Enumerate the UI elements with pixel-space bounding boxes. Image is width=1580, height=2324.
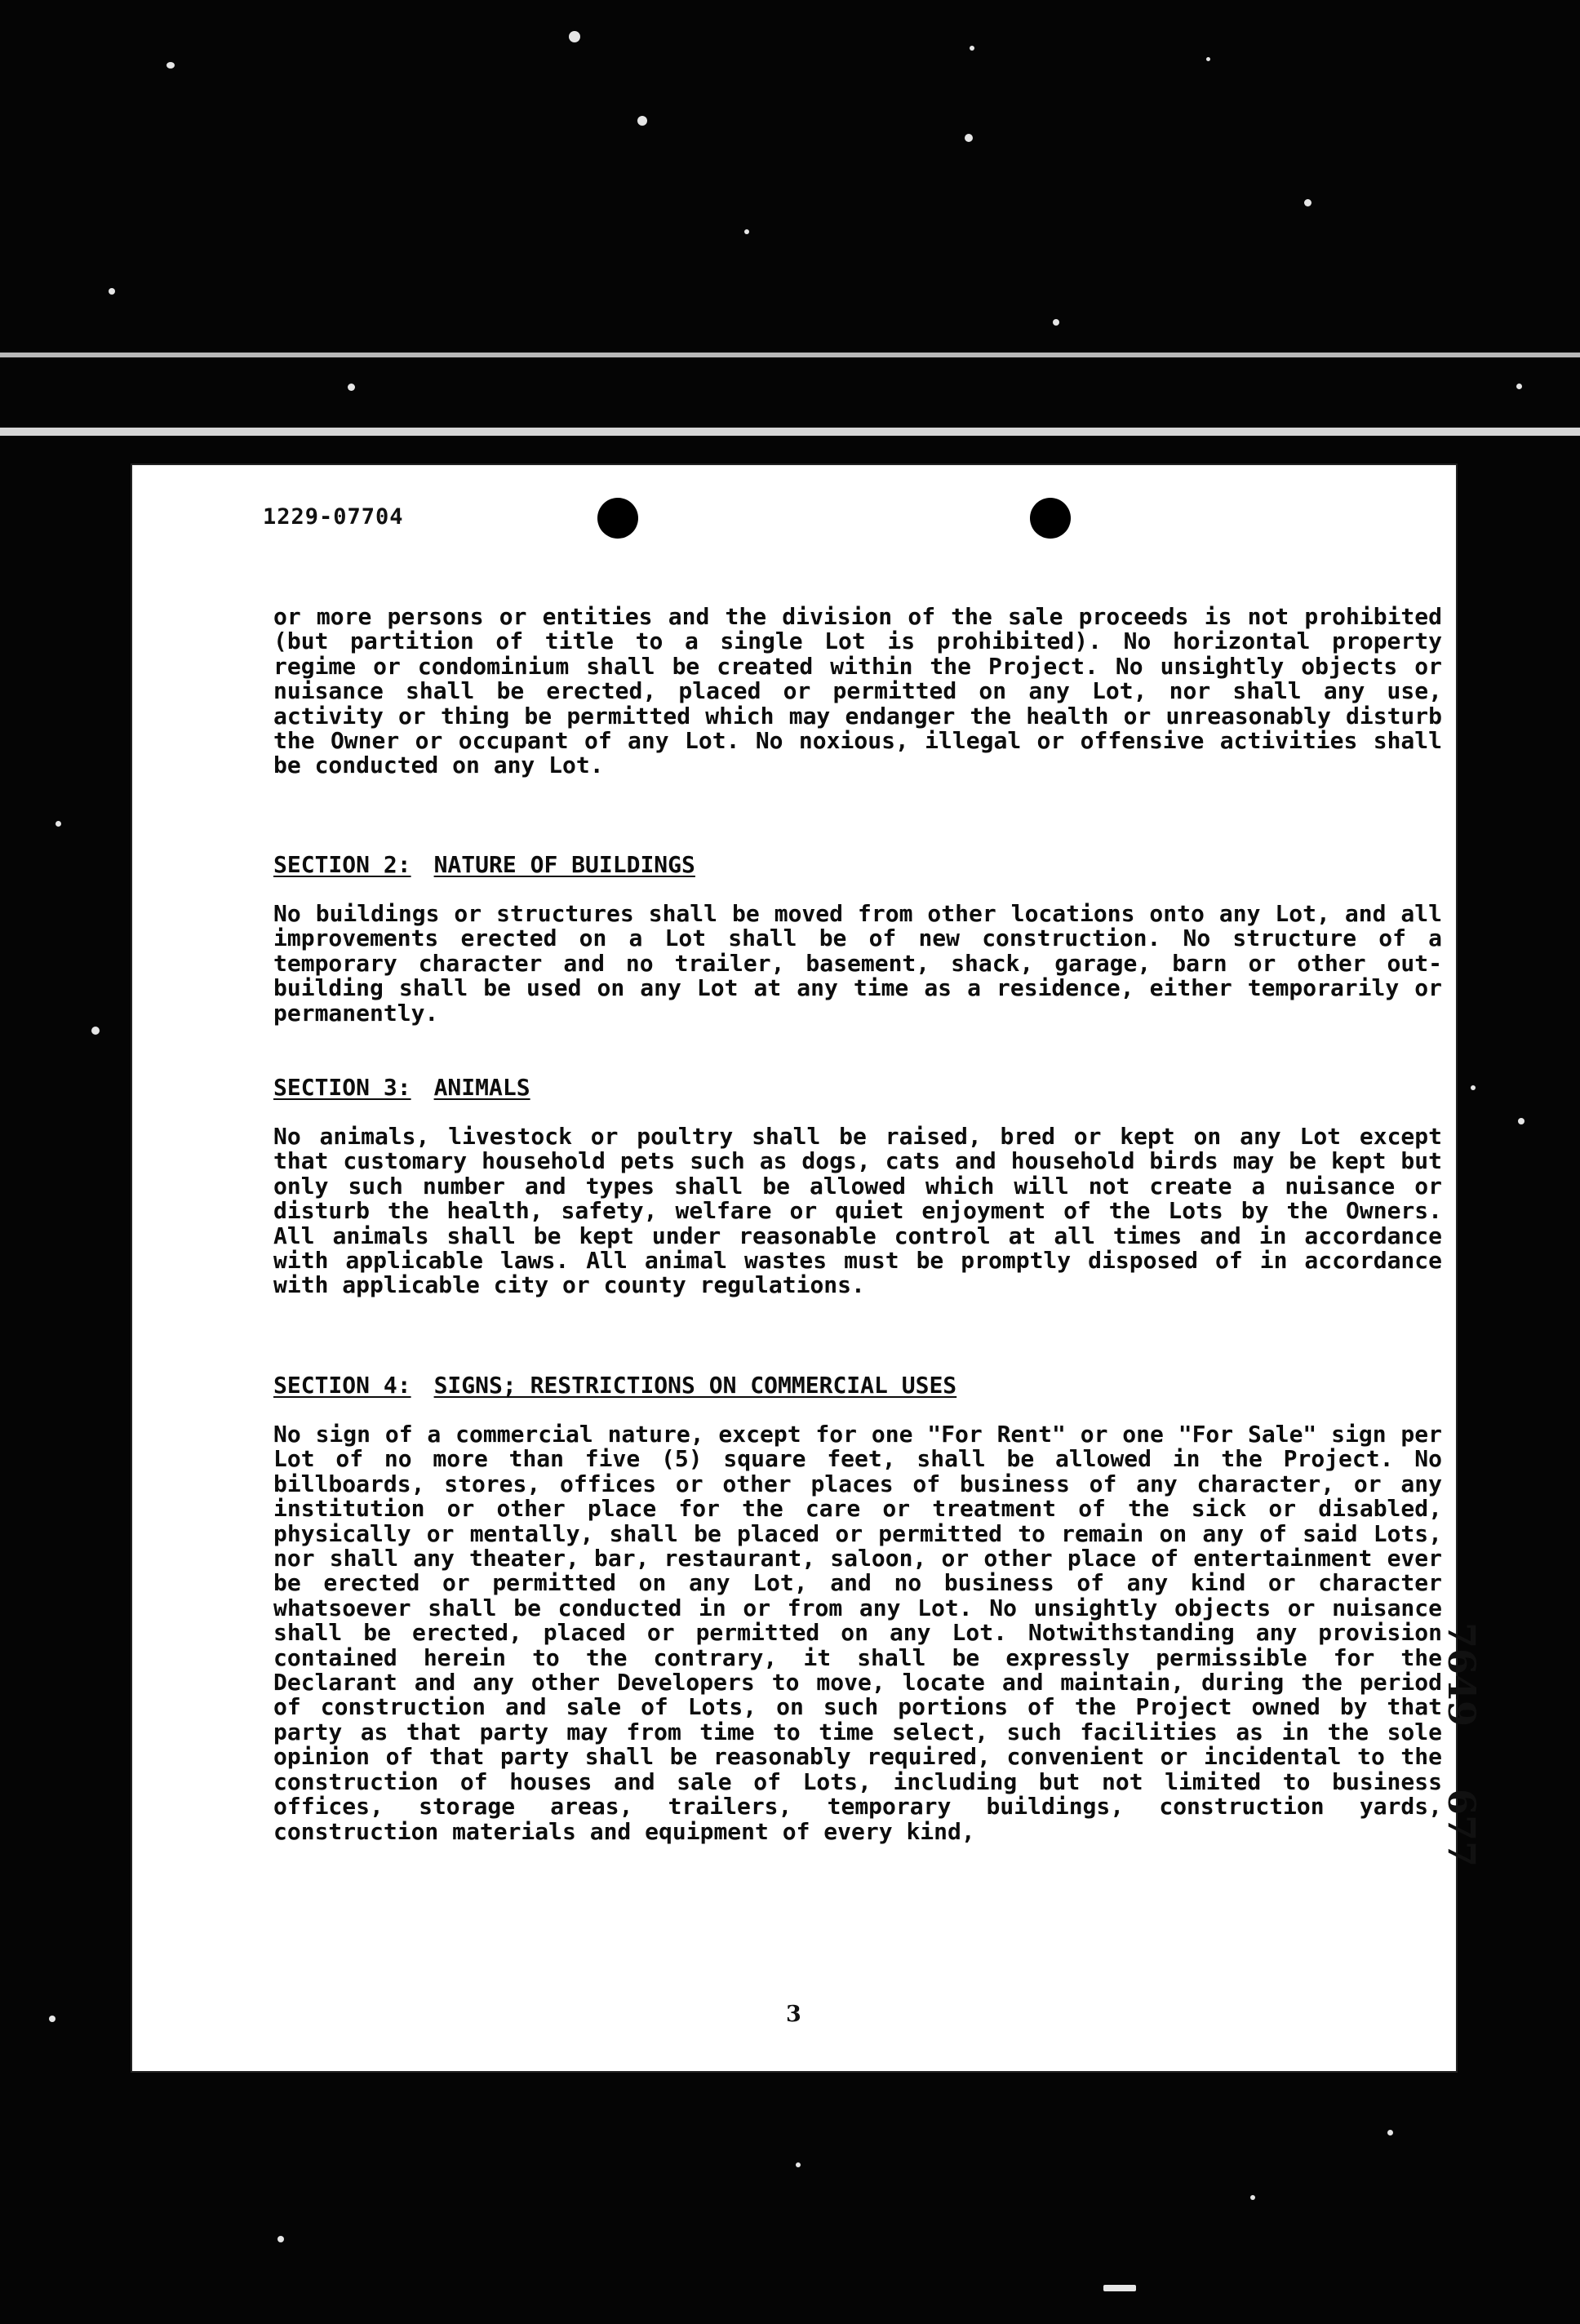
section-3-heading [273, 1074, 530, 1101]
scan-artifact-band [0, 428, 1580, 436]
intro-paragraph: or more persons or entities and the division of the sale proceeds is not prohibited (but partition of title to a single Lot is prohibited). No horizontal property regime or condominium shall be created within the Project. No unsightly objects or nuisance shall be erected, placed or permitted on any Lot, nor shall any use, activity or thing be permitted which may endanger the health or unreasonably disturb the Owner or occupant of any Lot. No noxious, illegal or offensive activities shall be conducted on any Lot. [273, 603, 1442, 779]
section-4-body: No sign of a commercial nature, except for one "For Rent" or one "For Sale" sign per Lot of no more than five (5) square feet, shall be allowed in the Project. No billboards, stores, offices or other places of business of any character, or any institution or other place for the care or treatment of the sick or disabled, physically or mentally, shall be placed or permitted to remain on any of said Lots, nor shall any theater, bar, restaurant, saloon, or other place of entertainment ever be erected or permitted on any Lot, and no business of any kind or character whatsoever shall be conducted in or from any Lot. No unsightly objects or nuisance shall be erected, placed or permitted on any Lot. Notwithstanding any provision contained herein to the contrary, it shall be expressly permissible for the Declarant and any other Developers to move, locate and maintain, during the period of construction and sale of Lots, on such portions of the Project owned by that party as that party may from time to time select, such facilities as in the sole opinion of that party shall be reasonably required, convenient or incidental to the construction of houses and sale of Lots, including but not limited to business offices, storage areas, trailers, temporary buildings, construction yards, construction materials and equipment of every kind, [273, 1421, 1442, 1845]
document-page [131, 463, 1484, 2073]
section-2-body: No buildings or structures shall be moved from other locations onto any Lot, and all improvements erected on a Lot shall be of new construction. No structure of a temporary character and no trailer, basement, shack, garage, barn or other out-building shall be used on any Lot at any time as a residence, either temporarily or permanently. [273, 900, 1442, 1027]
punch-hole [597, 498, 638, 539]
page-number: 3 [786, 2002, 801, 2027]
scan-artifact-band [0, 353, 1580, 357]
punch-hole [1030, 498, 1071, 539]
section-number: SECTION 2: [273, 851, 411, 878]
section-number: SECTION 3: [273, 1074, 411, 1101]
section-2-heading [273, 851, 695, 878]
section-4-heading [273, 1372, 956, 1399]
section-3-body: No animals, livestock or poultry shall be raised, bred or kept on any Lot except that customary household pets such as dogs, cats and household birds may be kept but only such number and types shall be allowed which will not create a nuisance or disturb the health, safety, welfare or quiet enjoyment of the Lots by the Owners. All animals shall be kept under reasonable control at all times and in accordance with applicable laws. All animal wastes must be promptly disposed of in accordance with applicable city or county regulations. [273, 1123, 1442, 1299]
section-title: ANIMALS [433, 1074, 530, 1101]
section-number: SECTION 4: [273, 1372, 411, 1399]
book-stamp: 7649 [1440, 1622, 1484, 1727]
document-number: 1229-07704 [263, 504, 404, 530]
page-stamp: 677 [1440, 1789, 1484, 1868]
section-title: SIGNS; RESTRICTIONS ON COMMERCIAL USES [433, 1372, 957, 1399]
section-title: NATURE OF BUILDINGS [433, 851, 695, 878]
